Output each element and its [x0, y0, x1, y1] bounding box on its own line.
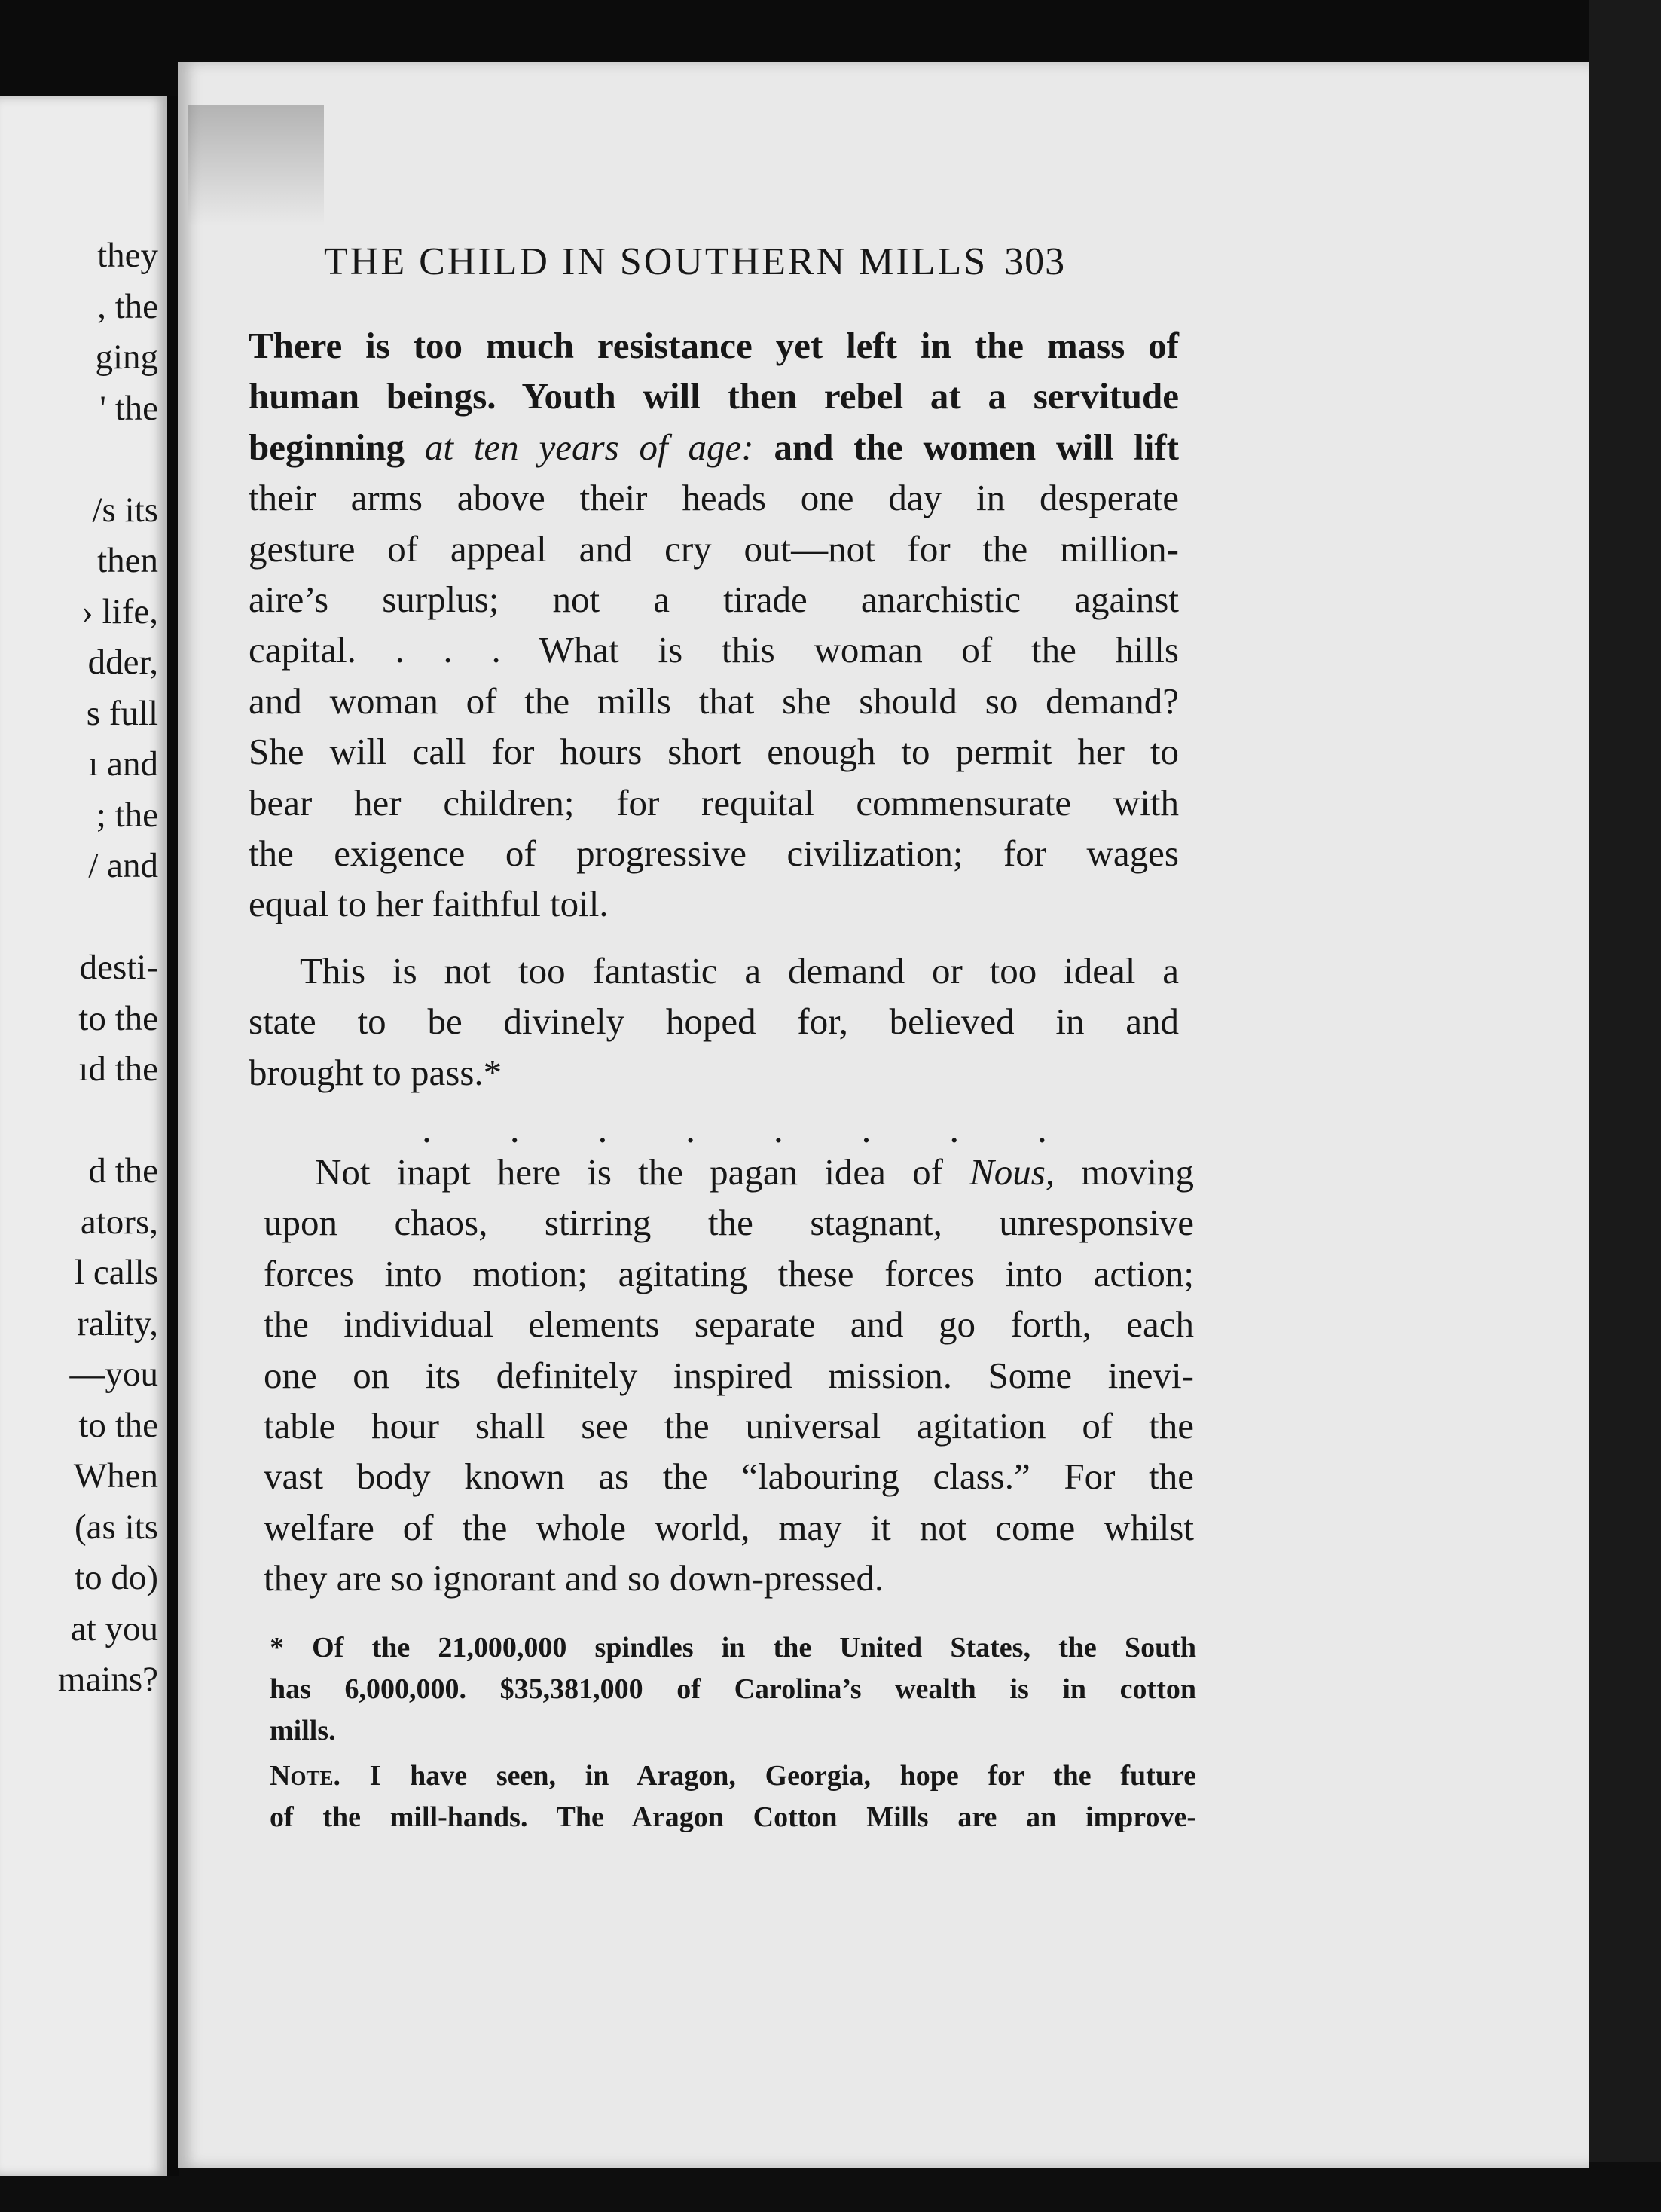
italic-word: Nous,	[969, 1151, 1055, 1193]
facing-page-line: › life,	[81, 591, 158, 631]
facing-page-line: /s its	[92, 490, 158, 530]
footnote	[270, 1627, 1196, 1752]
note-line	[270, 1755, 1196, 1797]
running-head	[324, 240, 1168, 284]
line-text: beginning	[249, 426, 425, 468]
facing-page-line: (as its	[75, 1507, 158, 1547]
text-line	[249, 320, 1179, 371]
note	[270, 1755, 1196, 1838]
line-text: moving	[1055, 1151, 1195, 1193]
ellipsis-dot: .	[861, 1108, 872, 1151]
facing-page-line: ators,	[80, 1202, 158, 1242]
paragraph-2	[249, 946, 1179, 1098]
text-line: they are so ignorant and so down-pressed.	[264, 1557, 884, 1599]
text-line: one on its definitely inspired mission. Some inevi-	[264, 1354, 1194, 1396]
line-text: human beings. Youth will then rebel at a servitude	[249, 375, 1179, 417]
facing-page-line: mains?	[57, 1660, 158, 1699]
facing-page-line: to the	[78, 1405, 158, 1445]
text-line	[264, 1147, 1194, 1197]
paragraph-3	[264, 1147, 1194, 1604]
facing-page-line: to do)	[75, 1558, 158, 1597]
facing-page-line: , the	[97, 286, 158, 326]
text-line: This is not too fantastic a demand or too ideal a	[300, 950, 1179, 991]
facing-page-line: to the	[78, 998, 158, 1038]
page-number: 303	[1004, 240, 1066, 283]
running-head-title: THE CHILD IN SOUTHERN MILLS	[324, 240, 988, 283]
text-line: the exigence of progressive civilization; for wages	[249, 833, 1179, 875]
scan-shadow	[188, 105, 324, 226]
text-line: welfare of the whole world, may it not come whilst	[264, 1506, 1194, 1548]
ellipsis-dot: .	[949, 1108, 960, 1151]
facing-page-line: ı and	[88, 744, 158, 784]
scan-background-right	[1589, 0, 1661, 2212]
text-line: aire’s surplus; not a tirade anarchistic against	[249, 579, 1179, 621]
text-line: state to be divinely hoped for, believed in and	[249, 1001, 1179, 1043]
footnote-line: mills.	[270, 1715, 336, 1746]
line-text: I have seen, in Aragon, Georgia, hope for the future	[340, 1760, 1196, 1792]
text-line: their arms above their heads one day in desperate	[249, 477, 1179, 519]
ellipsis-dot: .	[509, 1108, 520, 1151]
text-line: the individual elements separate and go forth, each	[264, 1303, 1194, 1346]
text-line: brought to pass.*	[249, 1051, 502, 1093]
facing-page-line: l calls	[75, 1253, 158, 1292]
ellipsis-dot: .	[685, 1108, 696, 1151]
line-text: There is too much resistance yet left in the mass of	[249, 325, 1179, 366]
facing-page-line: at you	[70, 1609, 158, 1648]
facing-page-line: s full	[86, 693, 158, 733]
facing-page-line: ıd the	[78, 1049, 158, 1089]
text-line: forces into motion; agitating these forces into action;	[264, 1252, 1194, 1294]
text-line: and woman of the mills that she should so demand?	[249, 680, 1179, 722]
ellipsis-dot: .	[597, 1108, 608, 1151]
line-text: and the women will lift	[753, 426, 1179, 468]
facing-page-line: —you	[69, 1355, 158, 1394]
facing-page-line: d the	[88, 1151, 158, 1190]
facing-page-line: ' the	[99, 388, 158, 428]
text-line: equal to her faithful toil.	[249, 883, 609, 925]
section-ellipsis	[422, 1108, 1047, 1152]
footnote-line: * Of the 21,000,000 spindles in the United States, the South	[270, 1632, 1196, 1664]
facing-page-line: dder,	[87, 643, 158, 682]
ellipsis-dot: .	[773, 1108, 783, 1151]
facing-page-line: rality,	[77, 1303, 158, 1343]
facing-page-fragment	[0, 96, 167, 2176]
line-text: Not inapt here is the pagan idea of	[315, 1151, 970, 1193]
text-line	[249, 422, 1179, 472]
facing-page-line: desti-	[79, 948, 158, 987]
note-line: of the mill-hands. The Aragon Cotton Mills are an improve-	[270, 1801, 1196, 1833]
text-line	[249, 371, 1179, 421]
paragraph-1	[249, 320, 1179, 930]
facing-page-line: then	[97, 541, 158, 580]
text-line: upon chaos, stirring the stagnant, unresponsive	[264, 1202, 1194, 1244]
note-label: Note.	[270, 1760, 340, 1792]
text-line: table hour shall see the universal agitation of the	[264, 1405, 1194, 1447]
footnote-line: has 6,000,000. $35,381,000 of Carolina’s wealth is in cotton	[270, 1673, 1196, 1705]
text-line: She will call for hours short enough to permit her to	[249, 731, 1179, 773]
text-line: capital. . . . What is this woman of the hills	[249, 629, 1179, 671]
facing-page-line: they	[97, 236, 158, 275]
scan-background-bottom	[0, 2162, 1661, 2212]
ellipsis-dot: .	[422, 1108, 432, 1151]
facing-page-line: ging	[95, 338, 158, 377]
text-line: gesture of appeal and cry out—not for the million-	[249, 527, 1179, 570]
facing-page-line: When	[73, 1456, 158, 1496]
ellipsis-dot: .	[1037, 1108, 1047, 1151]
facing-page-line: / and	[88, 846, 158, 885]
italic-phrase: at ten years of age:	[424, 426, 754, 468]
text-line: bear her children; for requital commensurate with	[249, 781, 1179, 823]
facing-page-line: ; the	[96, 795, 158, 835]
text-line: vast body known as the “labouring class.” For the	[264, 1456, 1194, 1498]
